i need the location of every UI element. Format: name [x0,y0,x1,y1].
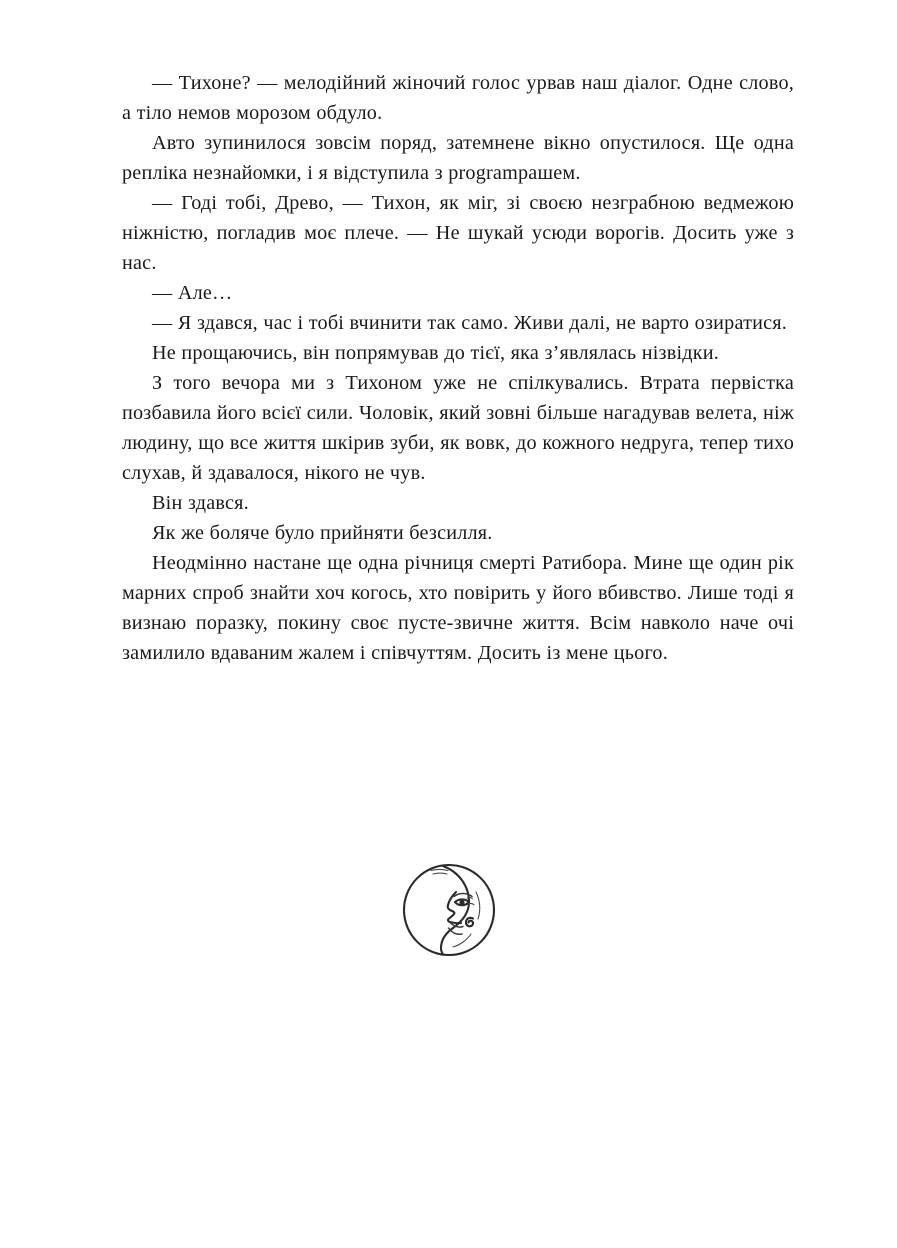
paragraph: Як же боляче було прийняти безсилля. [152,522,493,544]
section-ornament [0,858,897,962]
paragraph: Він здався. [152,492,249,514]
paragraph: З того вечора ми з Тихоном уже не спілкувались. Втрата первістка позбавила його всієї сили. Чоловік, який зовні більше нагадував велета, ніж людину, що все життя шкірив зуби, як вовк, до кожного недруга, тепер тихо слухав, й здавалося, нікого не чув. [122,372,794,484]
paragraph: — Але… [152,282,233,304]
paragraph: Неодмінно настане ще одна річниця смерті Ратибора. Мине ще один рік марних спроб знайти хоч когось, хто повірить у його вбивство. Лише тоді я визнаю поразку, покину своє пусте-звичне життя. Всім навколо наче очі замилило вдаваним жалем і співчуттям. Досить із мене цього. [122,552,794,664]
page-text-block [122,68,794,668]
paragraph: — Я здався, час і тобі вчинити так само. Живи далі, не варто озиратися. [152,312,788,334]
paragraph: — Тихоне? — мелодійний жіночий голос урвав наш діалог. Одне слово, а тіло немов морозом обдуло. [122,72,794,124]
paragraph: Не прощаючись, він попрямував до тієї, яка з’являлась нізвідки. [152,342,720,364]
paragraph: Авто зупинилося зовсім поряд, затемнене вікно опустилося. Ще одна репліка незнайомки, і я відступила з programрашем. [122,132,794,184]
crescent-moon-face-icon [397,858,501,962]
paragraph: — Годі тобі, Древо, — Тихон, як міг, зі своєю незграбною ведмежою ніжністю, погладив моє плече. — Не шукай усюди ворогів. Досить уже з нас. [122,192,794,274]
